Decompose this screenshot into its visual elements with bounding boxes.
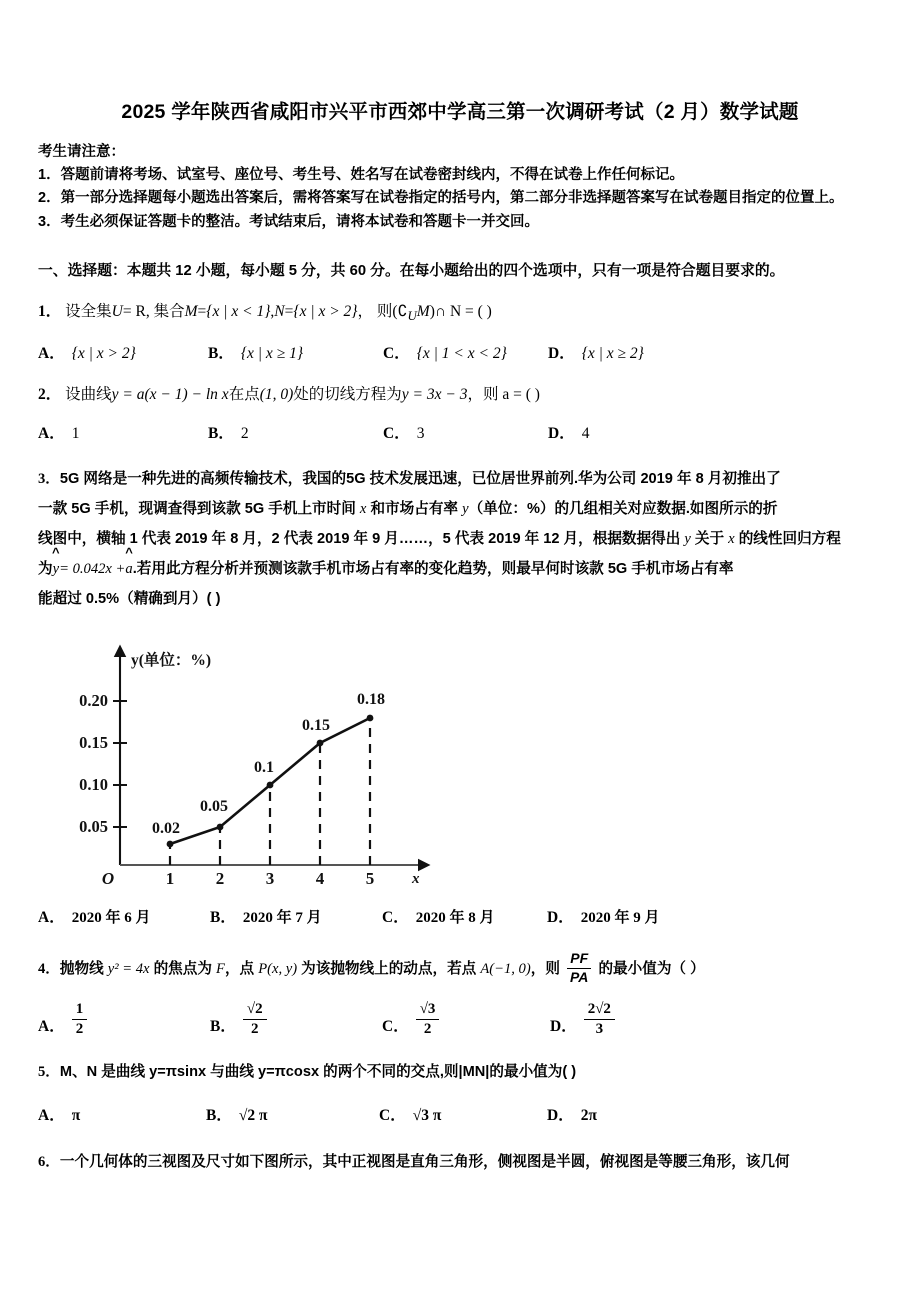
document-body — [0, 141, 920, 1178]
q1-symbol-u: U — [111, 302, 123, 320]
y-tick-label-3: 0.20 — [79, 690, 108, 710]
option-c-denominator: 2 — [423, 1020, 432, 1037]
option-a[interactable] — [38, 902, 210, 934]
option-a-label: A． — [38, 909, 65, 927]
q3-text-4a: 为 — [38, 560, 53, 577]
question-2-number: 2． — [38, 385, 62, 403]
question-6 — [38, 1148, 886, 1178]
x-tick-label-3: 3 — [265, 868, 275, 885]
option-a[interactable] — [38, 1100, 206, 1132]
q4-text-a: 抛物线 — [59, 961, 108, 978]
question-3-line-4 — [38, 544, 886, 585]
option-c-numerator: √3 — [416, 1001, 440, 1020]
q1-set-n: {x | x > 2} — [293, 302, 358, 320]
question-3-line-2 — [38, 495, 886, 525]
question-5-number: 5． — [38, 1064, 60, 1081]
option-a-numerator: 1 — [72, 1001, 88, 1020]
option-a-label: A． — [38, 344, 65, 362]
q4-focus-f: F — [216, 961, 225, 978]
option-c[interactable] — [382, 902, 547, 934]
notice-item-3: 3．考生必须保证答题卡的整洁。考试结束后，请将本试卷和答题卡一并交回。 — [38, 213, 540, 230]
option-b-label: B． — [210, 909, 236, 927]
q2-prefix: 设曲线 — [65, 385, 112, 403]
option-a[interactable] — [38, 997, 210, 1043]
question-4-stem — [38, 952, 886, 986]
option-a-label: A． — [38, 1107, 65, 1125]
chart-svg — [68, 637, 438, 885]
origin-label: O — [101, 868, 115, 885]
data-point-3 — [267, 781, 274, 788]
option-a-value: 1 — [71, 424, 80, 442]
option-b-numerator: √2 — [243, 1001, 267, 1020]
option-a[interactable] — [38, 340, 208, 367]
question-3-line-3 — [38, 525, 886, 555]
q1-then: 则 — [376, 302, 393, 320]
option-b-label: B． — [208, 424, 234, 442]
data-point-5 — [367, 714, 374, 721]
option-a[interactable] — [38, 420, 208, 447]
option-c-label: C． — [379, 1107, 406, 1125]
q4-text-d: 为该抛物线上的动点，若点 — [297, 961, 481, 978]
q1-symbol-m: M — [184, 302, 198, 320]
option-b-denominator: 2 — [250, 1020, 259, 1037]
option-a-fraction — [72, 1001, 88, 1039]
q1-set-label: 集合 — [153, 302, 185, 320]
q3-var-x-2: x — [728, 530, 735, 547]
option-d-label: D． — [548, 424, 575, 442]
q2-tail: 则 a = ( ) — [483, 385, 540, 403]
q1-tail: ∩ N = ( ) — [434, 302, 492, 320]
hat-accent-icon-2: ^ — [125, 544, 133, 560]
option-c-value: 3 — [416, 424, 425, 442]
q3-y-hat: ^ y — [52, 544, 60, 577]
q2-mid: 处的切线方程为 — [293, 385, 402, 403]
y-tick-label-1: 0.10 — [79, 774, 108, 794]
x-tick-label-5: 5 — [365, 868, 375, 885]
y-tick-label-2: 0.15 — [79, 732, 108, 752]
option-a-label: A． — [38, 424, 65, 442]
option-d-value: 2π — [580, 1107, 597, 1125]
question-5-stem — [38, 1058, 886, 1088]
q3-text-3a: 线图中，横轴 1 代表 2019 年 8 月，2 代表 2019 年 9 月……，5 代表 2019 年 12 月，根据数据得出 — [38, 530, 685, 547]
data-label-5: 0.18 — [357, 690, 385, 708]
option-d-label: D． — [550, 1017, 577, 1035]
q3-text-2a: 一款 5G 手机，现调查得到该款 5G 手机上市时间 — [38, 500, 360, 517]
q1-set-m: {x | x < 1} — [206, 302, 271, 320]
q4-text-c: ，点 — [224, 961, 259, 978]
q4-ratio-fraction — [567, 951, 591, 985]
question-5 — [38, 1058, 886, 1132]
q3-var-x: x — [359, 500, 367, 517]
q5-text: M、N 是曲线 y=πsinx 与曲线 y=πcosx 的两个不同的交点,则|MN|的最小值为( ) — [59, 1064, 577, 1081]
question-3 — [38, 465, 886, 934]
question-4 — [38, 952, 886, 1042]
option-d[interactable] — [548, 340, 644, 367]
q1-symbol-n: N — [274, 302, 285, 320]
option-b[interactable] — [208, 420, 383, 447]
data-point-4 — [317, 739, 324, 746]
notice-item-1: 1．答题前请将考场、试室号、座位号、考生号、姓名写在试卷密封线内，不得在试卷上作任何标记。 — [38, 166, 685, 183]
q1-complement-arg: M — [416, 302, 430, 320]
option-d-value: {x | x ≥ 2} — [581, 344, 644, 362]
question-5-options — [38, 1100, 886, 1132]
q4-point-p: P(x, y) — [258, 961, 298, 978]
option-a-value: 2020 年 6 月 — [71, 909, 151, 926]
option-d[interactable] — [547, 902, 659, 934]
question-2-stem: 2． 设曲线y = a(x − 1) − ln x在点(1, 0)处的切线方程为y = 3x − 3，则 a = ( ) — [38, 385, 540, 403]
option-a-value: {x | x > 2} — [71, 344, 136, 362]
question-3-number: 3． — [38, 470, 60, 487]
option-b-value: 2 — [240, 424, 249, 442]
q3-a-hat: ^ a — [125, 544, 133, 577]
option-b-label: B． — [208, 344, 234, 362]
option-d-label: D． — [547, 909, 574, 927]
question-4-options — [38, 997, 886, 1043]
option-b[interactable] — [206, 1100, 379, 1132]
option-b-label: B． — [206, 1107, 232, 1125]
option-d-fraction — [584, 1001, 615, 1039]
q4-text-tail: 的最小值为（ ） — [594, 961, 705, 978]
option-a-denominator: 2 — [75, 1020, 84, 1037]
data-point-1 — [167, 840, 174, 847]
option-c[interactable] — [383, 340, 548, 367]
option-b-value: {x | x ≥ 1} — [240, 344, 304, 362]
y-tick-label-0: 0.05 — [79, 816, 108, 836]
option-d-label: D． — [547, 1107, 574, 1125]
option-b[interactable] — [210, 902, 382, 934]
option-d[interactable] — [550, 997, 615, 1043]
option-d-value: 4 — [581, 424, 590, 442]
x-tick-label-2: 2 — [215, 868, 225, 885]
question-6-stem — [38, 1148, 886, 1178]
hat-accent-icon: ^ — [52, 544, 60, 560]
option-c[interactable] — [379, 1100, 547, 1132]
option-b-label: B． — [210, 1017, 236, 1035]
q1-eq1: = R, — [122, 302, 150, 320]
option-b[interactable] — [210, 997, 382, 1043]
data-point-2 — [217, 823, 224, 830]
q6-text: 一个几何体的三视图及尺寸如下图所示，其中正视图是直角三角形，侧视图是半圆，俯视图是等腰三角形，该几何 — [59, 1153, 790, 1170]
q4-parabola-equation: y² = 4x — [107, 961, 150, 978]
option-c-value: {x | 1 < x < 2} — [416, 344, 507, 362]
q4-ratio-numerator: PF — [567, 951, 591, 969]
question-1-stem-prefix: 设全集 — [65, 302, 112, 320]
q4-text-e: ，则 — [530, 961, 564, 978]
question-2 — [38, 381, 886, 447]
y-axis-label: y(单位：%) — [131, 651, 212, 669]
q3-text-4b: .若用此方程分析并预测该款手机市场占有率的变化趋势，则最早何时该款 5G 手机市场占有率 — [132, 560, 734, 577]
x-axis-label: x — [412, 870, 420, 885]
option-d-label: D． — [548, 344, 575, 362]
data-label-3: 0.1 — [254, 758, 274, 776]
q3-text-3b: 关于 — [690, 530, 729, 547]
q3-text-5: 能超过 0.5%（精确到月）( ) — [38, 590, 221, 607]
q3-text-2c: （单位：%）的几组相关对应数据.如图所示的折 — [468, 500, 778, 517]
q1-complement-sub: U — [407, 308, 417, 323]
x-tick-label-1: 1 — [165, 868, 175, 885]
question-3-options — [38, 902, 886, 934]
question-1 — [38, 298, 886, 367]
line-chart-5g-market-share — [68, 637, 886, 897]
question-3-line-1 — [38, 465, 886, 495]
option-c-label: C． — [383, 344, 410, 362]
page-title: 2025 学年陕西省咸阳市兴平市西郊中学高三第一次调研考试（2 月）数学试题 — [121, 101, 799, 123]
q3-text-1: 5G 网络是一种先进的高频传输技术，我国的5G 技术发展迅速，已位居世界前列.华为公司 2019 年 8 月初推出了 — [59, 470, 781, 487]
q3-var-y: y — [462, 500, 469, 517]
q3-text-3c: 的线性回归方程 — [734, 530, 841, 547]
question-1-options — [38, 340, 886, 367]
q4-text-b: 的焦点为 — [149, 961, 217, 978]
option-b-fraction — [243, 1001, 267, 1039]
q4-ratio-denominator: PA — [569, 968, 589, 985]
option-d-numerator: 2√2 — [584, 1001, 615, 1020]
option-b-value: √2 π — [238, 1107, 268, 1125]
option-c-fraction — [416, 1001, 440, 1039]
q2-at: 在点 — [228, 385, 260, 403]
question-2-options — [38, 420, 886, 447]
question-4-number: 4． — [38, 961, 60, 978]
question-1-number: 1． — [38, 302, 62, 320]
q1-complement-icon: ∁ — [397, 302, 408, 320]
data-label-4: 0.15 — [302, 716, 330, 734]
option-a-label: A． — [38, 1017, 65, 1035]
option-c-label: C． — [382, 1017, 409, 1035]
question-3-line-5 — [38, 585, 886, 615]
option-d-denominator: 3 — [595, 1020, 604, 1037]
option-b[interactable] — [208, 340, 383, 367]
option-c-value: √3 π — [412, 1107, 442, 1125]
q2-point: (1, 0) — [259, 385, 294, 403]
q2-line-equation: y = 3x − 3 — [401, 385, 468, 403]
q2-curve-expression: y = a(x − 1) − ln x — [111, 385, 229, 403]
section-heading: 一、选择题：本题共 12 小题，每小题 5 分，共 60 分。在每小题给出的四个选项中，只有一项是符合题目要求的。 — [38, 263, 785, 280]
option-c-label: C． — [382, 909, 409, 927]
notice-heading: 考生请注意： — [38, 144, 125, 161]
data-label-1: 0.02 — [152, 819, 180, 837]
option-c-value: 2020 年 8 月 — [415, 909, 495, 926]
option-d[interactable] — [548, 420, 589, 447]
question-1-stem: 1． 设全集U= R, 集合M={x | x < 1},N={x | x > 2}， 则$(∁_UM)\cap$ N = ( ) — [38, 302, 492, 323]
q3-regression-mid: = 0.042x + — [59, 560, 126, 577]
data-label-2: 0.05 — [200, 797, 228, 815]
q3-var-y-2: y — [684, 530, 691, 547]
option-a-value: π — [71, 1107, 81, 1125]
notice-item-2: 2．第一部分选择题每小题选出答案后，需将答案写在试卷指定的括号内，第二部分非选择题答案写在试卷题目指定的位置上。 — [38, 190, 844, 207]
option-d[interactable] — [547, 1100, 597, 1132]
option-c[interactable] — [383, 420, 548, 447]
option-d-value: 2020 年 9 月 — [580, 909, 660, 926]
option-c-label: C． — [383, 424, 410, 442]
question-6-number: 6． — [38, 1153, 60, 1170]
x-tick-label-4: 4 — [315, 868, 325, 885]
option-b-value: 2020 年 7 月 — [242, 909, 322, 926]
q3-text-2b: 和市场占有率 — [366, 500, 463, 517]
q4-point-a: A(−1, 0) — [480, 961, 531, 978]
option-c[interactable] — [382, 997, 550, 1043]
